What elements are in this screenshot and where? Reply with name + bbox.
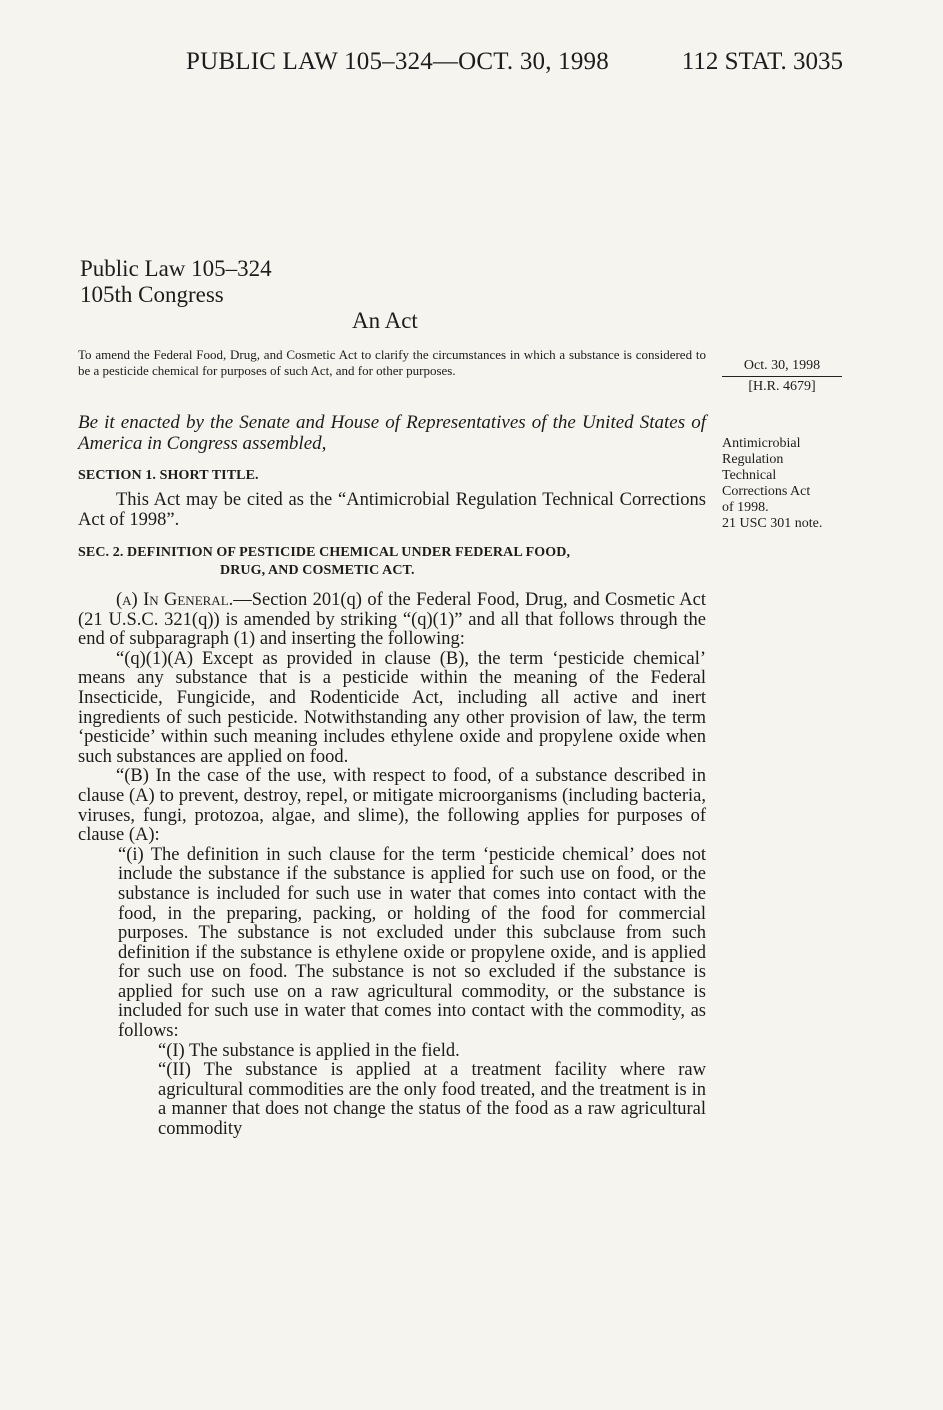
subsection-a-label: (a) In General. bbox=[116, 590, 234, 610]
clause-q1A: “(q)(1)(A) Except as provided in clause (B), the term ‘pesticide chemical’ means any substance that is a pesticide within the meaning of the Federal Insecticide, Fungicide, and Rodenticide Act, including all active and inert ingredients of such pesticide. Notwithstanding any other provision of law, the term ‘pesticide’ within such meaning includes ethylene oxide and propylene oxide when such substances are applied on food. bbox=[78, 648, 706, 767]
section-1-heading: SECTION 1. SHORT TITLE. bbox=[78, 468, 259, 483]
subclause-II: “(II) The substance is applied at a treatment facility where raw agricultural commodities are the only food treated, and the treatment is in a manner that does not change the status of the food as a raw agricultural commodity bbox=[158, 1060, 706, 1140]
margin-note-line: Technical bbox=[722, 468, 777, 483]
usc-citation: 21 USC 301 note. bbox=[722, 516, 823, 531]
section-1-body bbox=[78, 491, 706, 530]
statute-reference: 112 STAT. 3035 bbox=[681, 48, 843, 75]
enacting-clause: Be it enacted by the Senate and House of Representatives of the United States of America in Congress assembled, bbox=[78, 412, 706, 454]
margin-note-line: Corrections Act bbox=[722, 484, 811, 499]
clause-B: “(B) In the case of the use, with respect to food, of a substance described in clause (A) to prevent, destroy, repel, or mitigate microorganisms (including bacteria, viruses, fungi, protozoa, algae, and slime), the following applies for purposes of clause (A): bbox=[78, 766, 706, 846]
act-heading: An Act bbox=[352, 308, 418, 333]
margin-note-line: Regulation bbox=[722, 452, 784, 467]
section-2-body bbox=[78, 591, 706, 1140]
congress-label: 105th Congress bbox=[80, 282, 224, 307]
clause-i bbox=[118, 846, 706, 1042]
margin-note-line: Antimicrobial bbox=[722, 436, 801, 451]
clause-i-text: “(i) The definition in such clause for the term ‘pesticide chemical’ does not include the substance if the substance is applied for such use on food, or the substance is included for such use in water that comes into contact with the food, in the preparing, packing, or holding of the food for commercial purposes. The substance is not excluded under this subclause from such definition if the substance is ethylene oxide or propylene oxide, and is applied for such use on food. The substance is not so excluded if the substance is applied for such use on a raw agricultural commodity, or the substance is included for such use in water that comes into contact with the commodity, as follows: bbox=[118, 844, 706, 1042]
subsection-a bbox=[78, 591, 706, 650]
section-2-heading-line-2: DRUG, AND COSMETIC ACT. bbox=[220, 563, 415, 578]
subclause-I: “(I) The substance is applied in the field. bbox=[158, 1040, 460, 1061]
purpose-statement: To amend the Federal Food, Drug, and Cosmetic Act to clarify the circumstances in which a substance is considered to be a pesticide chemical for purposes of such Act, and for other purposes. bbox=[78, 347, 706, 378]
running-head: PUBLIC LAW 105–324—OCT. 30, 1998 bbox=[186, 48, 609, 75]
section-2-heading-line-1: SEC. 2. DEFINITION OF PESTICIDE CHEMICAL UNDER FEDERAL FOOD, bbox=[78, 545, 571, 560]
law-title-block bbox=[80, 256, 272, 308]
margin-date-block bbox=[720, 356, 844, 397]
short-title-text: This Act may be cited as the “Antimicrobial Regulation Technical Corrections Act of 1998”. bbox=[78, 490, 706, 530]
bill-number: [H.R. 4679] bbox=[748, 379, 816, 394]
subsection-a-text: —Section 201(q) of the Federal Food, Drug, and Cosmetic Act (21 U.S.C. 321(q)) is amended by striking “(q)(1)” and all that follows through the end of subparagraph (1) and inserting the following: bbox=[78, 590, 707, 650]
margin-note bbox=[722, 436, 852, 532]
law-number: Public Law 105–324 bbox=[80, 256, 272, 281]
margin-note-line: of 1998. bbox=[722, 500, 769, 515]
enactment-date: Oct. 30, 1998 bbox=[743, 358, 821, 373]
